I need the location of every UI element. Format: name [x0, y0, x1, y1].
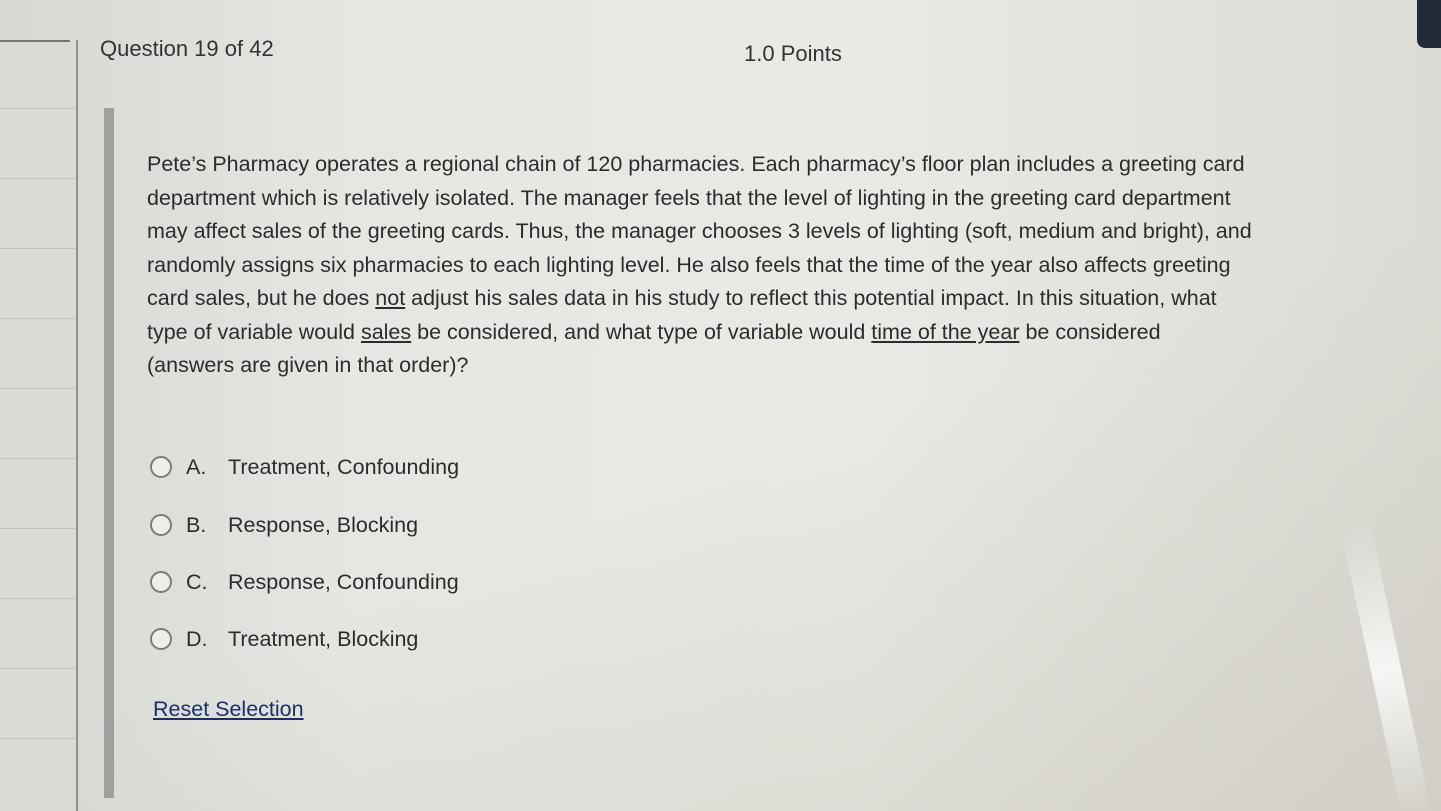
nav-divider [0, 108, 76, 109]
option-text: Treatment, Confounding [228, 454, 460, 479]
question-underlined-term: not [375, 286, 406, 310]
answer-option-d[interactable] [150, 624, 418, 654]
radio-button[interactable] [150, 456, 172, 478]
left-navigation-strip [0, 40, 78, 811]
corner-tab[interactable] [1417, 0, 1441, 48]
question-counter: Question 19 of 42 [100, 36, 274, 61]
option-letter: A. [186, 454, 207, 479]
option-text: Response, Blocking [228, 512, 419, 537]
nav-divider [0, 388, 76, 389]
question-underlined-term: time of the year [871, 319, 1020, 344]
option-text: Treatment, Blocking [228, 626, 419, 651]
option-letter: C. [186, 569, 208, 594]
nav-divider [0, 738, 76, 739]
question-points: 1.0 Points [744, 41, 842, 66]
nav-divider [0, 598, 76, 599]
radio-button[interactable] [150, 628, 172, 650]
question-text [147, 148, 1252, 383]
reset-selection-link[interactable]: Reset Selection [153, 697, 304, 721]
question-text-part: Pete’s Pharmacy operates a regional chain of 120 pharmacies. Each pharmacy’s floor plan includes a greeting card department which is relatively isolated. The manager feels that the level of lighting in the greeting card department may affect sales of the greeting cards. Thus, the manager chooses 3 levels of lighting (soft, medium and bright), and randomly assigns six pharmacies to each lighting level. He also feels that the time of the year also affects greeting card sales, but he does [147, 152, 1252, 310]
option-text: Response, Confounding [228, 569, 459, 594]
option-letter: D. [186, 626, 208, 651]
answer-option-a[interactable] [150, 452, 459, 482]
answer-option-c[interactable] [150, 567, 459, 597]
nav-divider [0, 528, 76, 529]
question-text-part: be considered, and what type of variable would [411, 319, 872, 344]
answer-option-b[interactable] [150, 510, 418, 540]
question-text-part: be considered (answers are given in that order)? [147, 319, 1161, 377]
radio-button[interactable] [150, 571, 172, 593]
header-divider [0, 40, 70, 42]
question-underlined-term: sales [360, 319, 412, 344]
nav-divider [0, 668, 76, 669]
nav-divider [0, 248, 76, 249]
nav-divider [0, 318, 76, 319]
question-accent-bar [104, 108, 114, 798]
radio-button[interactable] [150, 514, 172, 536]
nav-divider [0, 178, 76, 179]
question-text-part: adjust his sales data in his study to reflect this potential impact. In this situation, what type of variable would [147, 286, 1217, 344]
nav-divider [0, 458, 76, 459]
screen-glare [1340, 520, 1432, 811]
option-letter: B. [186, 512, 207, 537]
